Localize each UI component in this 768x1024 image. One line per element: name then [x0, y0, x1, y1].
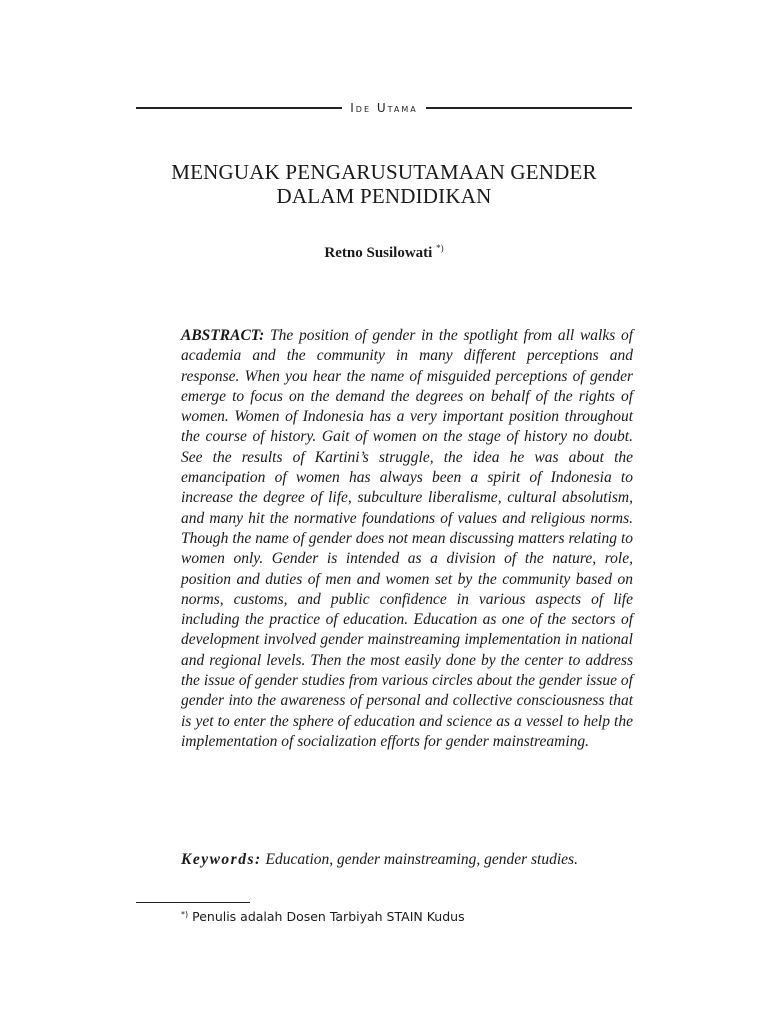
- title-line-1: MENGUAK PENGARUSUTAMAAN GENDER: [171, 160, 597, 184]
- footnote-mark: *): [181, 910, 189, 919]
- keywords-text: Education, gender mainstreaming, gender studies.: [265, 851, 578, 868]
- author-name: Retno Susilowati: [324, 245, 433, 261]
- title-line-2: DALAM PENDIDIKAN: [276, 184, 492, 208]
- author-line: [136, 243, 632, 262]
- section-label: Ide Utama: [350, 101, 418, 115]
- footnote-rule: [136, 902, 250, 903]
- keywords: [181, 850, 633, 870]
- keywords-label: Keywords:: [181, 851, 262, 868]
- footnote: [181, 906, 633, 926]
- header-rule-right: [426, 107, 632, 109]
- abstract-text: The position of gender in the spotlight from all walks of academia and the community in many different perceptions and response. When you hear the name of misguided perceptions of gender emerge to focus on the demand the degrees on behalf of the rights of women. Women of Indonesia has a very important position throughout the course of history. Gait of women on the stage of history no doubt. See the results of Kartini’s struggle, the idea he was about the emancipation of women has always been a spirit of Indonesia to increase the degree of life, subculture liberalisme, cultural absolutism, and many hit the normative foundations of values and religious norms. Though the name of gender does not mean discussing matters relating to women only. Gender is intended as a division of the nature, role, position and duties of men and women set by the community based on norms, customs, and public confidence in various aspects of life including the practice of education. Education as one of the sectors of development involved gender mainstreaming implementation in national and regional levels. Then the most easily done by the center to address the issue of gender studies from various circles about the gender issue of gender into the awareness of personal and collective consciousness that is yet to enter the sphere of education and science as a vessel to help the implementation of socialization efforts for gender mainstreaming.: [181, 327, 634, 750]
- author-footnote-mark: *): [436, 243, 444, 253]
- footnote-text: Penulis adalah Dosen Tarbiyah STAIN Kudus: [192, 909, 465, 924]
- article-title: [100, 160, 668, 208]
- abstract: [181, 326, 633, 752]
- abstract-label: ABSTRACT:: [181, 327, 265, 344]
- section-header: [136, 98, 632, 118]
- header-rule-left: [136, 107, 342, 109]
